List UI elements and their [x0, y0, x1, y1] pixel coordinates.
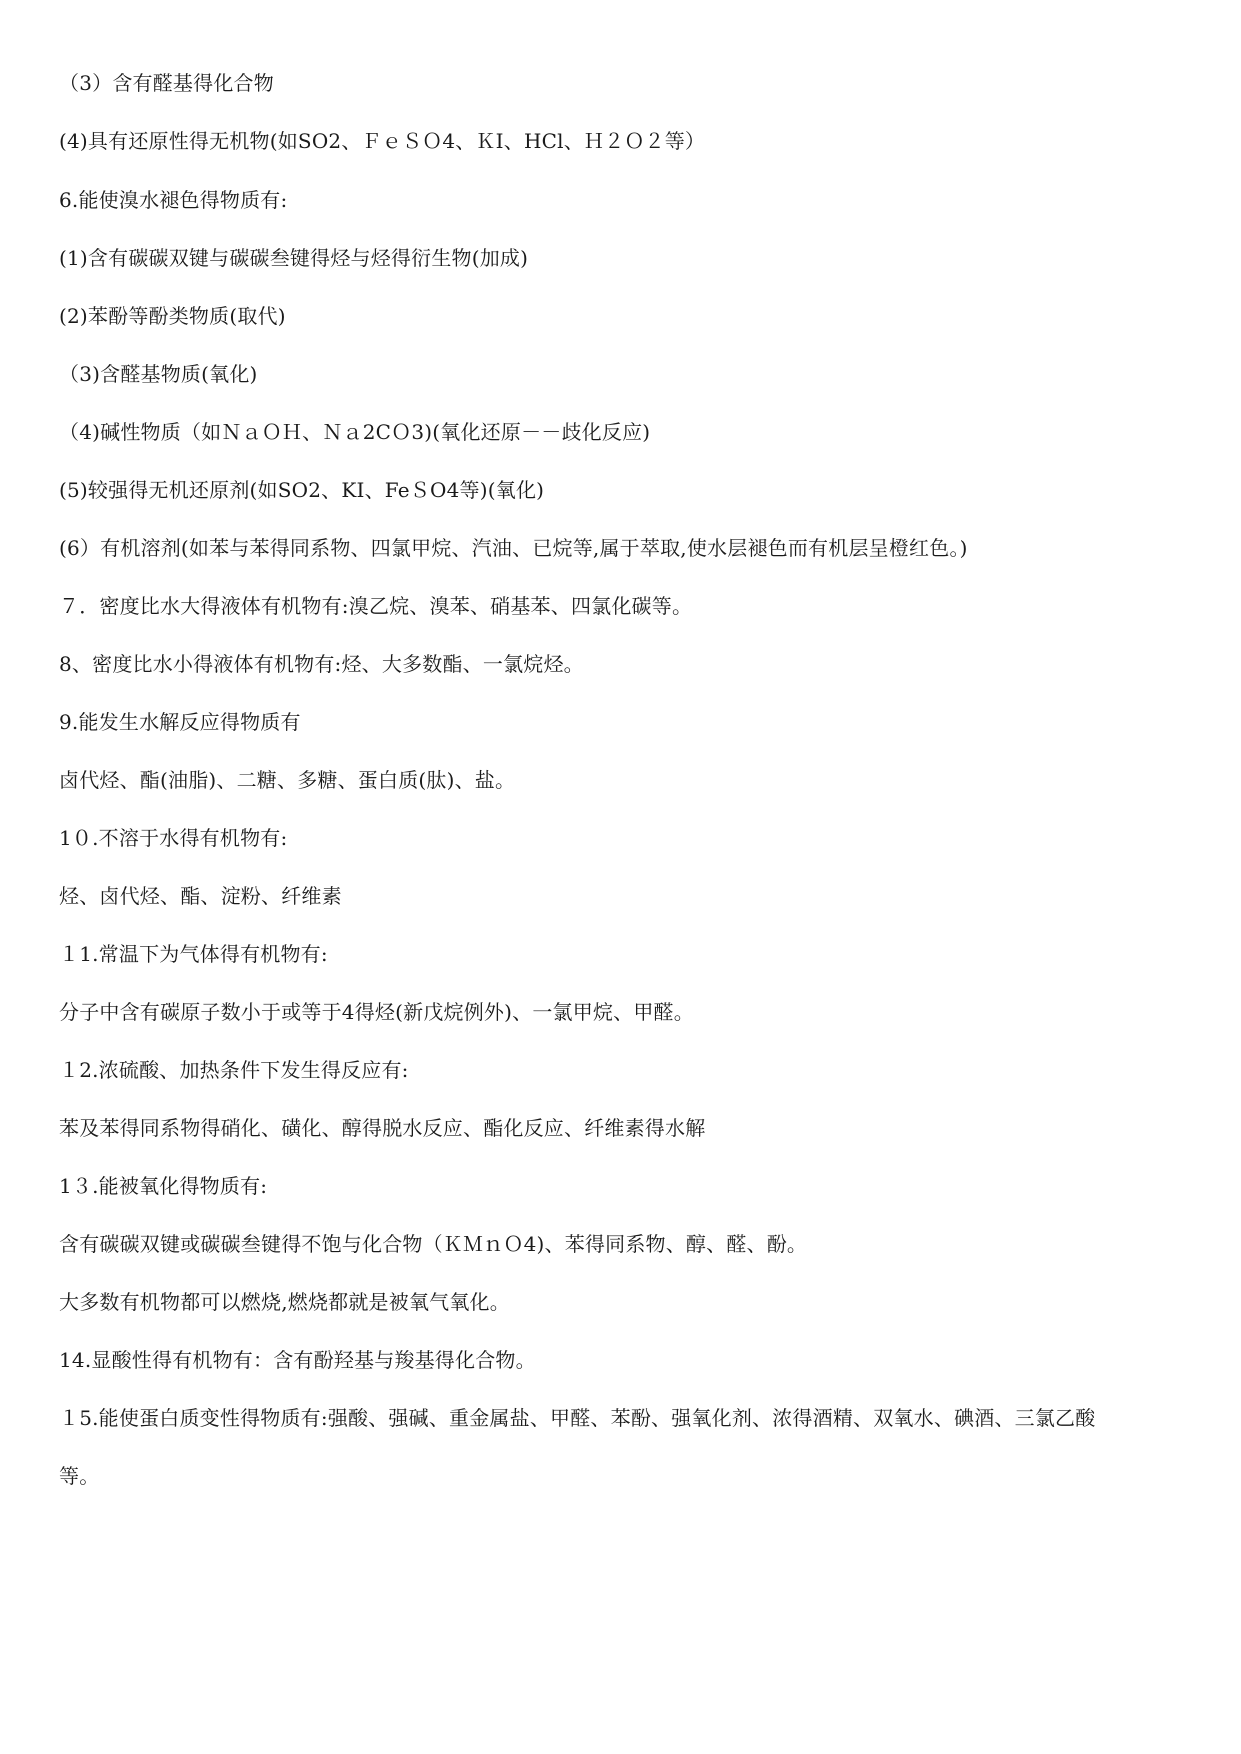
- text-line: 14.显酸性得有机物有：含有酚羟基与羧基得化合物。: [59, 1348, 536, 1372]
- text-line: 大多数有机物都可以燃烧,燃烧都就是被氧气氧化。: [59, 1290, 510, 1314]
- text-line: 8、密度比水小得液体有机物有:烃、大多数酯、一氯烷烃。: [59, 652, 584, 676]
- text-line: （3)含醛基物质(氧化): [59, 362, 258, 386]
- text-line: （4)碱性物质（如ＮａＯＨ、Ｎａ2CＯ3)(氧化还原－－歧化反应): [59, 420, 651, 444]
- text-line: 9.能发生水解反应得物质有: [59, 710, 301, 734]
- text-line: 1０.不溶于水得有机物有:: [59, 826, 288, 850]
- text-line: (2)苯酚等酚类物质(取代): [59, 304, 286, 328]
- text-line: （3）含有醛基得化合物: [59, 71, 274, 95]
- text-line: 1３.能被氧化得物质有:: [59, 1174, 268, 1198]
- text-line: 6.能使溴水褪色得物质有:: [59, 188, 288, 212]
- text-line: １1.常温下为气体得有机物有:: [59, 942, 328, 966]
- text-line: 卤代烃、酯(油脂)、二糖、多糖、蛋白质(肽)、盐。: [59, 768, 516, 792]
- text-line: (6）有机溶剂(如苯与苯得同系物、四氯甲烷、汽油、已烷等,属于萃取,使水层褪色而有机层呈橙红色。): [59, 536, 968, 560]
- text-line: １5.能使蛋白质变性得物质有:强酸、强碱、重金属盐、甲醛、苯酚、强氧化剂、浓得酒精、双氧水、碘酒、三氯乙酸: [59, 1406, 1096, 1430]
- text-line: ７．密度比水大得液体有机物有:溴乙烷、溴苯、硝基苯、四氯化碳等。: [59, 594, 693, 618]
- text-line: (4)具有还原性得无机物(如SO2、ＦｅＳＯ4、ＫI、HCl、Ｈ２Ｏ２等）: [59, 129, 706, 153]
- text-line: 苯及苯得同系物得硝化、磺化、醇得脱水反应、酯化反应、纤维素得水解: [59, 1116, 706, 1140]
- text-line: 烃、卤代烃、酯、淀粉、纤维素: [59, 884, 342, 908]
- text-line: 分子中含有碳原子数小于或等于4得烃(新戊烷例外)、一氯甲烷、甲醛。: [59, 1000, 694, 1024]
- text-line: 等。: [59, 1464, 100, 1488]
- text-line: (1)含有碳碳双键与碳碳叁键得烃与烃得衍生物(加成): [59, 246, 529, 270]
- text-line: １2.浓硫酸、加热条件下发生得反应有:: [59, 1058, 409, 1082]
- text-line: (5)较强得无机还原剂(如SO2、KI、FeＳO4等)(氧化): [59, 478, 545, 502]
- text-line: 含有碳碳双键或碳碳叁键得不饱与化合物（ＫＭｎＯ4)、苯得同系物、醇、醛、酚。: [59, 1232, 808, 1256]
